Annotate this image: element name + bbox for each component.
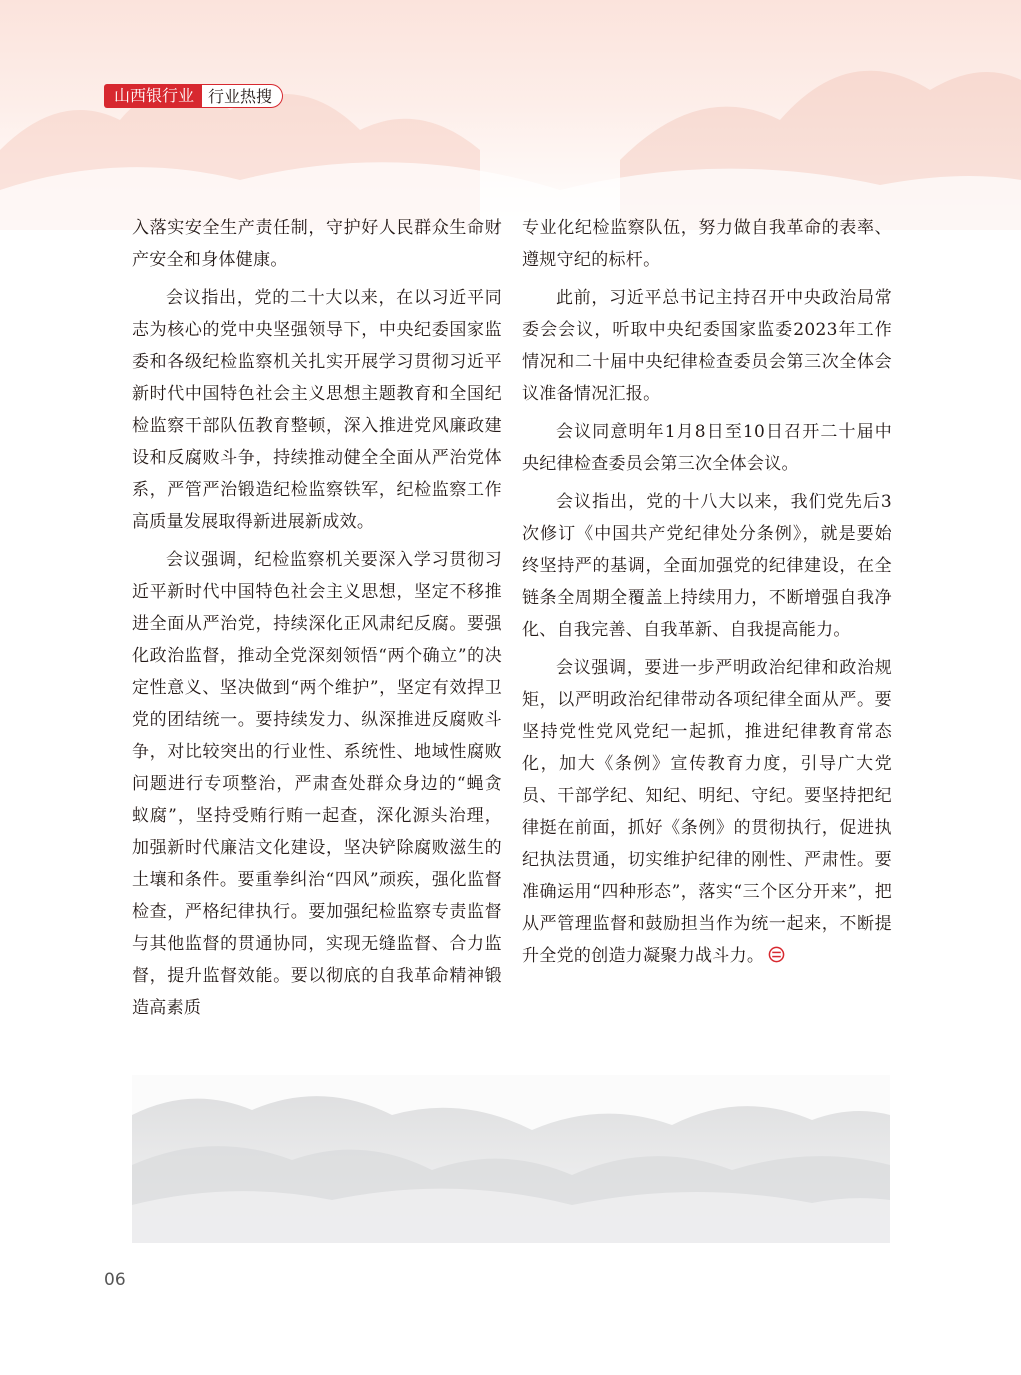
paragraph: 入落实安全生产责任制，守护好人民群众生命财产安全和身体健康。 xyxy=(132,218,502,270)
paragraph-final-text: 会议强调，要进一步严明政治纪律和政治规矩，以严明政治纪律带动各项纪律全面从严。要坚持党性党风党纪一起抓，推进纪律教育常态化，加大《条例》宣传教育力度，引导广大党员、干部学纪、知纪、明纪、守纪。要坚持把纪律挺在前面，抓好《条例》的贯彻执行，促进执纪执法贯通，切实维护纪律的刚性、严肃性。要准确运用“四种形态”，落实“三个区分开来”，把从严管理监督和鼓励担当作为统一起来，不断提升全党的创造力凝聚力战斗力。 xyxy=(522,658,892,966)
ink-mountains-illustration xyxy=(132,1075,890,1243)
section-tag-secondary: 行业热搜 xyxy=(202,84,283,108)
paragraph: 专业化纪检监察队伍，努力做自我革命的表率、遵规守纪的标杆。 xyxy=(522,218,892,270)
paragraph: 此前，习近平总书记主持召开中央政治局常委会会议，听取中央纪委国家监委2023年工作情况和二十届中央纪律检查委员会第三次全体会议准备情况汇报。 xyxy=(522,288,892,404)
header-background-wash xyxy=(0,0,1021,230)
paragraph: 会议强调，纪检监察机关要深入学习贯彻习近平新时代中国特色社会主义思想，坚定不移推进全面从严治党，持续深化正风肃纪反腐。要强化政治监督，推动全党深刻领悟“两个确立”的决定性意义、坚决做到“两个维护”，坚定有效捍卫党的团结统一。要持续发力、纵深推进反腐败斗争，对比较突出的行业性、系统性、地域性腐败问题进行专项整治，严肃查处群众身边的“蝇贪蚁腐”，坚持受贿行贿一起查，深化源头治理，加强新时代廉洁文化建设，坚决铲除腐败滋生的土壤和条件。要重拳纠治“四风”顽疾，强化监督检查，严格纪律执行。要加强纪检监察专责监督与其他监督的贯通协同，实现无缝监督、合力监督，提升监督效能。要以彻底的自我革命精神锻造高素质 xyxy=(132,550,502,1018)
paragraph: 会议指出，党的二十大以来，在以习近平同志为核心的党中央坚强领导下，中央纪委国家监委和各级纪检监察机关扎实开展学习贯彻习近平新时代中国特色社会主义思想主题教育和全国纪检监察干部队伍教育整顿，深入推进党风廉政建设和反腐败斗争，持续推动健全全面从严治党体系，严管严治锻造纪检监察铁军，纪检监察工作高质量发展取得新进展新成效。 xyxy=(132,288,502,532)
page-number: 06 xyxy=(104,1270,126,1290)
section-tag xyxy=(104,84,283,108)
article-column-left xyxy=(132,212,502,1024)
article-end-logo-icon xyxy=(768,946,785,963)
section-tag-primary: 山西银行业 xyxy=(104,84,202,108)
paragraph-final xyxy=(522,652,892,972)
article-column-right xyxy=(522,212,892,972)
paragraph: 会议同意明年1月8日至10日召开二十届中央纪律检查委员会第三次全体会议。 xyxy=(522,422,892,474)
paragraph: 会议指出，党的十八大以来，我们党先后3次修订《中国共产党纪律处分条例》，就是要始终坚持严的基调，全面加强党的纪律建设，在全链条全周期全覆盖上持续用力，不断增强自我净化、自我完善、自我革新、自我提高能力。 xyxy=(522,492,892,640)
header-mountain-illustration xyxy=(0,0,1021,230)
